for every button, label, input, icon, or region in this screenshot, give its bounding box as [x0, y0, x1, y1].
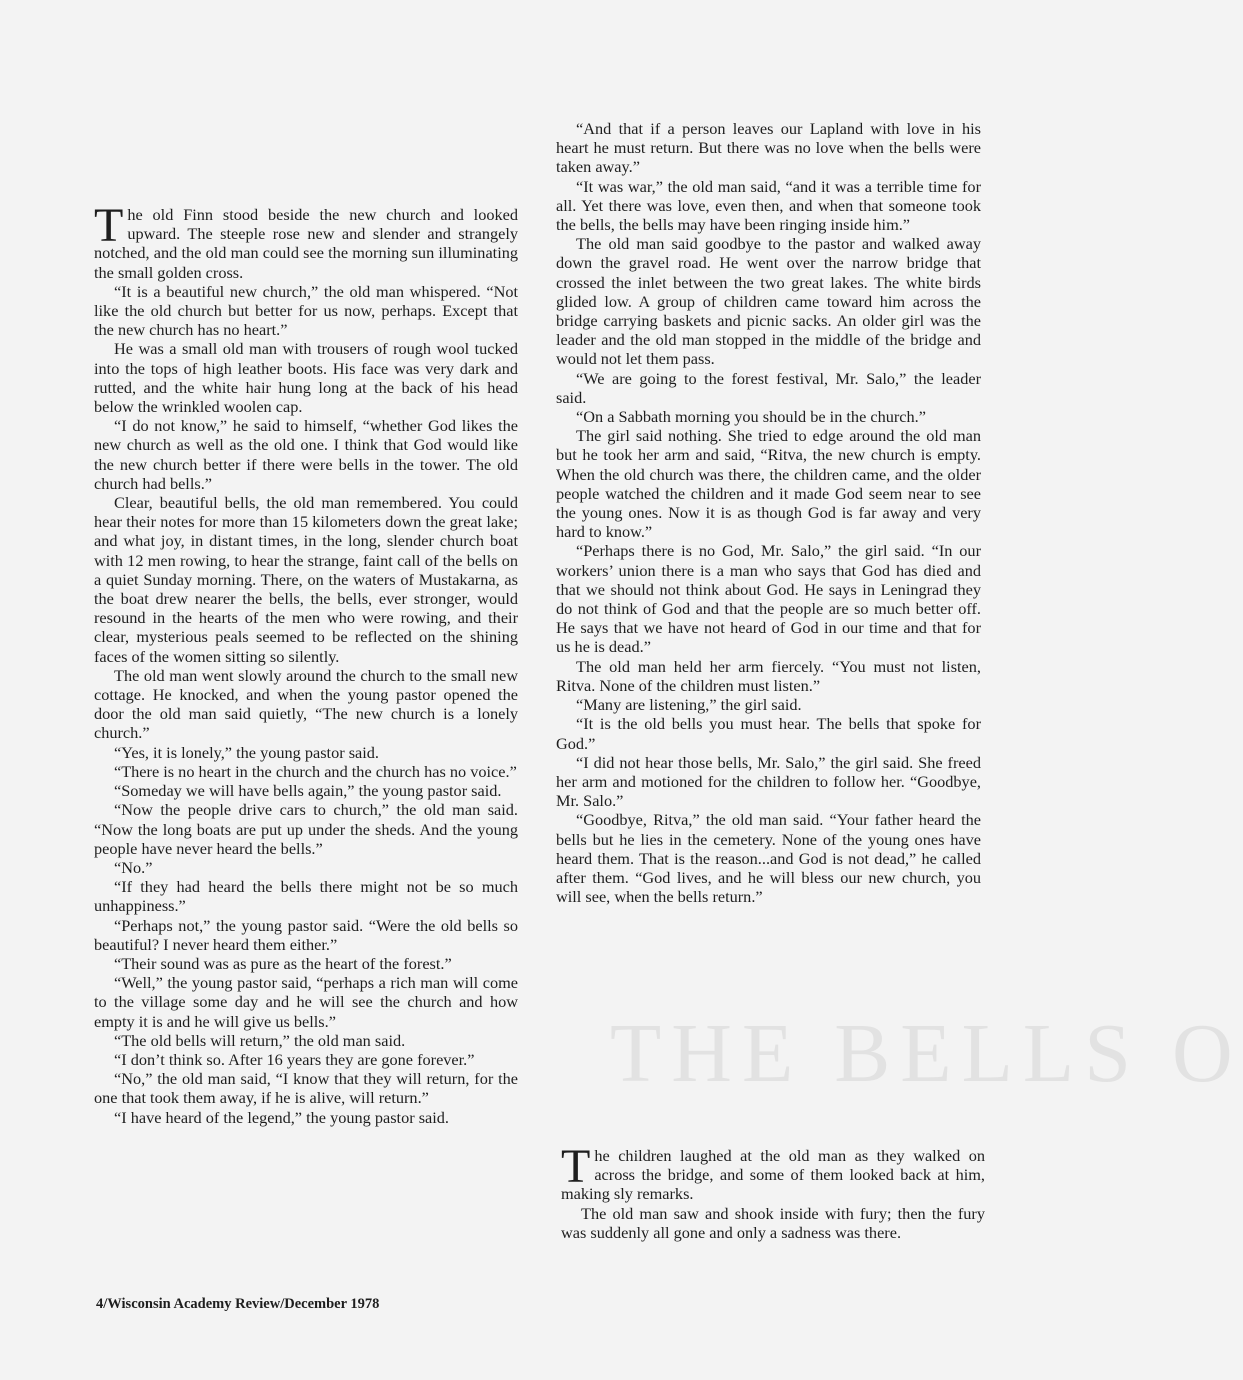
- paragraph: “I don’t think so. After 16 years they are gone forever.”: [114, 1049, 475, 1069]
- paragraph: The old Finn stood beside the new church and looked upward. The steeple rose new and slender and strangely notched, and the old man could see the morning sun illuminating the small golden cross.: [94, 199, 518, 282]
- paragraph: “We are going to the forest festival, Mr. Salo,” the leader said.: [556, 368, 981, 407]
- paragraph: The girl said nothing. She tried to edge around the old man but he took her arm and said, “Ritva, the new church is empty. When the old church was there, the children came, and the older people watched the children and it made God seem near to see the young ones. Now it is as though God is far away and very hard to know.”: [556, 426, 981, 542]
- paragraph: Clear, beautiful bells, the old man remembered. You could hear their notes for more than 15 kilometers down the great lake; and what joy, in distant times, in the long, slender church boat with 12 men rowing, to hear the strange, faint call of the bells on a quiet Sunday morning. There, on the waters of Mustakarna, as the boat drew nearer the bells, the bells, ever stronger, would resound in the hearts of the men who were rowing, and their clear, mysterious peals seemed to be reflected on the shining faces of the women sitting so silently.: [94, 493, 518, 666]
- paragraph: He was a small old man with trousers of rough wool tucked into the tops of high leather boots. His face was very dark and rutted, and the white hair hung long at the back of his head below the wrinkled woolen cap.: [94, 339, 518, 417]
- paragraph: “Their sound was as pure as the heart of the forest.”: [114, 953, 452, 973]
- paragraph: “I have heard of the legend,” the young pastor said.: [114, 1107, 449, 1127]
- paragraph: “Someday we will have bells again,” the young pastor said.: [114, 781, 502, 801]
- paragraph: “It was war,” the old man said, “and it was a terrible time for all. Yet there was love, even then, and when that someone took the bells, the bells may have been ringing inside him.”: [556, 176, 981, 235]
- paragraph: “There is no heart in the church and the church has no voice.”: [114, 761, 517, 781]
- paragraph: “Now the people drive cars to church,” the old man said. “Now the long boats are put up under the sheds. And the young people have never heard the bells.”: [94, 800, 518, 858]
- article-section-continuation: [561, 1140, 985, 1242]
- paragraph: The old man saw and shook inside with fury; then the fury was suddenly all gone and only a sadness was there.: [561, 1203, 985, 1242]
- paragraph: “I did not hear those bells, Mr. Salo,” the girl said. She freed her arm and motioned for the children to follow her. “Goodbye, Mr. Salo.”: [556, 752, 981, 811]
- paragraph: “Perhaps not,” the young pastor said. “Were the old bells so beautiful? I never heard them either.”: [94, 915, 518, 954]
- paragraph: “Many are listening,” the girl said.: [576, 695, 802, 715]
- page-footer: 4/Wisconsin Academy Review/December 1978: [96, 1296, 380, 1312]
- paragraph: “Goodbye, Ritva,” the old man said. “Your father heard the bells but he lies in the cemetery. None of the young ones have heard them. That is the reason...and God is not dead,” he called after them. “God lives, and he will bless our new church, you will see, when the bells return.”: [556, 810, 981, 907]
- paragraph: “The old bells will return,” the old man said.: [114, 1030, 406, 1050]
- paragraph: “If they had heard the bells there might not be so much unhappiness.”: [94, 877, 518, 916]
- article-column-left: [94, 199, 518, 1127]
- paragraph: “On a Sabbath morning you should be in the church.”: [576, 407, 926, 427]
- paragraph: “Perhaps there is no God, Mr. Salo,” the girl said. “In our workers’ union there is a man who says that God has died and that we should not think about God. He says in Leningrad they do not think of God and that the people are so much better off. He says that we have not heard of God in our time and that for us he is dead.”: [556, 541, 981, 657]
- paragraph: “And that if a person leaves our Lapland with love in his heart he must return. But there was no love when the bells were taken away.”: [556, 119, 981, 177]
- paragraph: “No.”: [114, 857, 153, 877]
- paragraph: The old man said goodbye to the pastor and walked away down the gravel road. He went over the narrow bridge that crossed the inlet between the two great lakes. The white birds glided low. A group of children came toward him across the bridge carrying baskets and picnic sacks. An older girl was the leader and the old man stopped in the middle of the bridge and would not let them pass.: [556, 234, 981, 369]
- paragraph: “Yes, it is lonely,” the young pastor said.: [114, 742, 379, 762]
- article-column-right: [556, 119, 981, 906]
- drop-cap: T: [561, 1140, 591, 1193]
- paragraph: “It is a beautiful new church,” the old man whispered. “Not like the old church but better for us now, perhaps. Except that the new church has no heart.”: [94, 281, 518, 340]
- paragraph: The old man held her arm fiercely. “You must not listen, Ritva. None of the children must listen.”: [556, 656, 981, 695]
- show-through-title: THE BELLS O: [610, 1007, 1243, 1100]
- paragraph: “No,” the old man said, “I know that they will return, for the one that took them away, if he is alive, will return.”: [94, 1069, 518, 1108]
- paragraph: The old man went slowly around the church to the small new cottage. He knocked, and when the young pastor opened the door the old man said quietly, “The new church is a lonely church.”: [94, 665, 518, 743]
- paragraph: The children laughed at the old man as they walked on across the bridge, and some of them looked back at him, making sly remarks.: [561, 1140, 985, 1204]
- drop-cap: T: [94, 199, 124, 252]
- paragraph: “Well,” the young pastor said, “perhaps a rich man will come to the village some day and he will see the church and how empty it is and he will give us bells.”: [94, 973, 518, 1031]
- paragraph: “I do not know,” he said to himself, “whether God likes the new church as well as the old one. I think that God would like the new church better if there were bells in the tower. The old church had bells.”: [94, 416, 518, 493]
- paragraph: “It is the old bells you must hear. The bells that spoke for God.”: [556, 714, 981, 753]
